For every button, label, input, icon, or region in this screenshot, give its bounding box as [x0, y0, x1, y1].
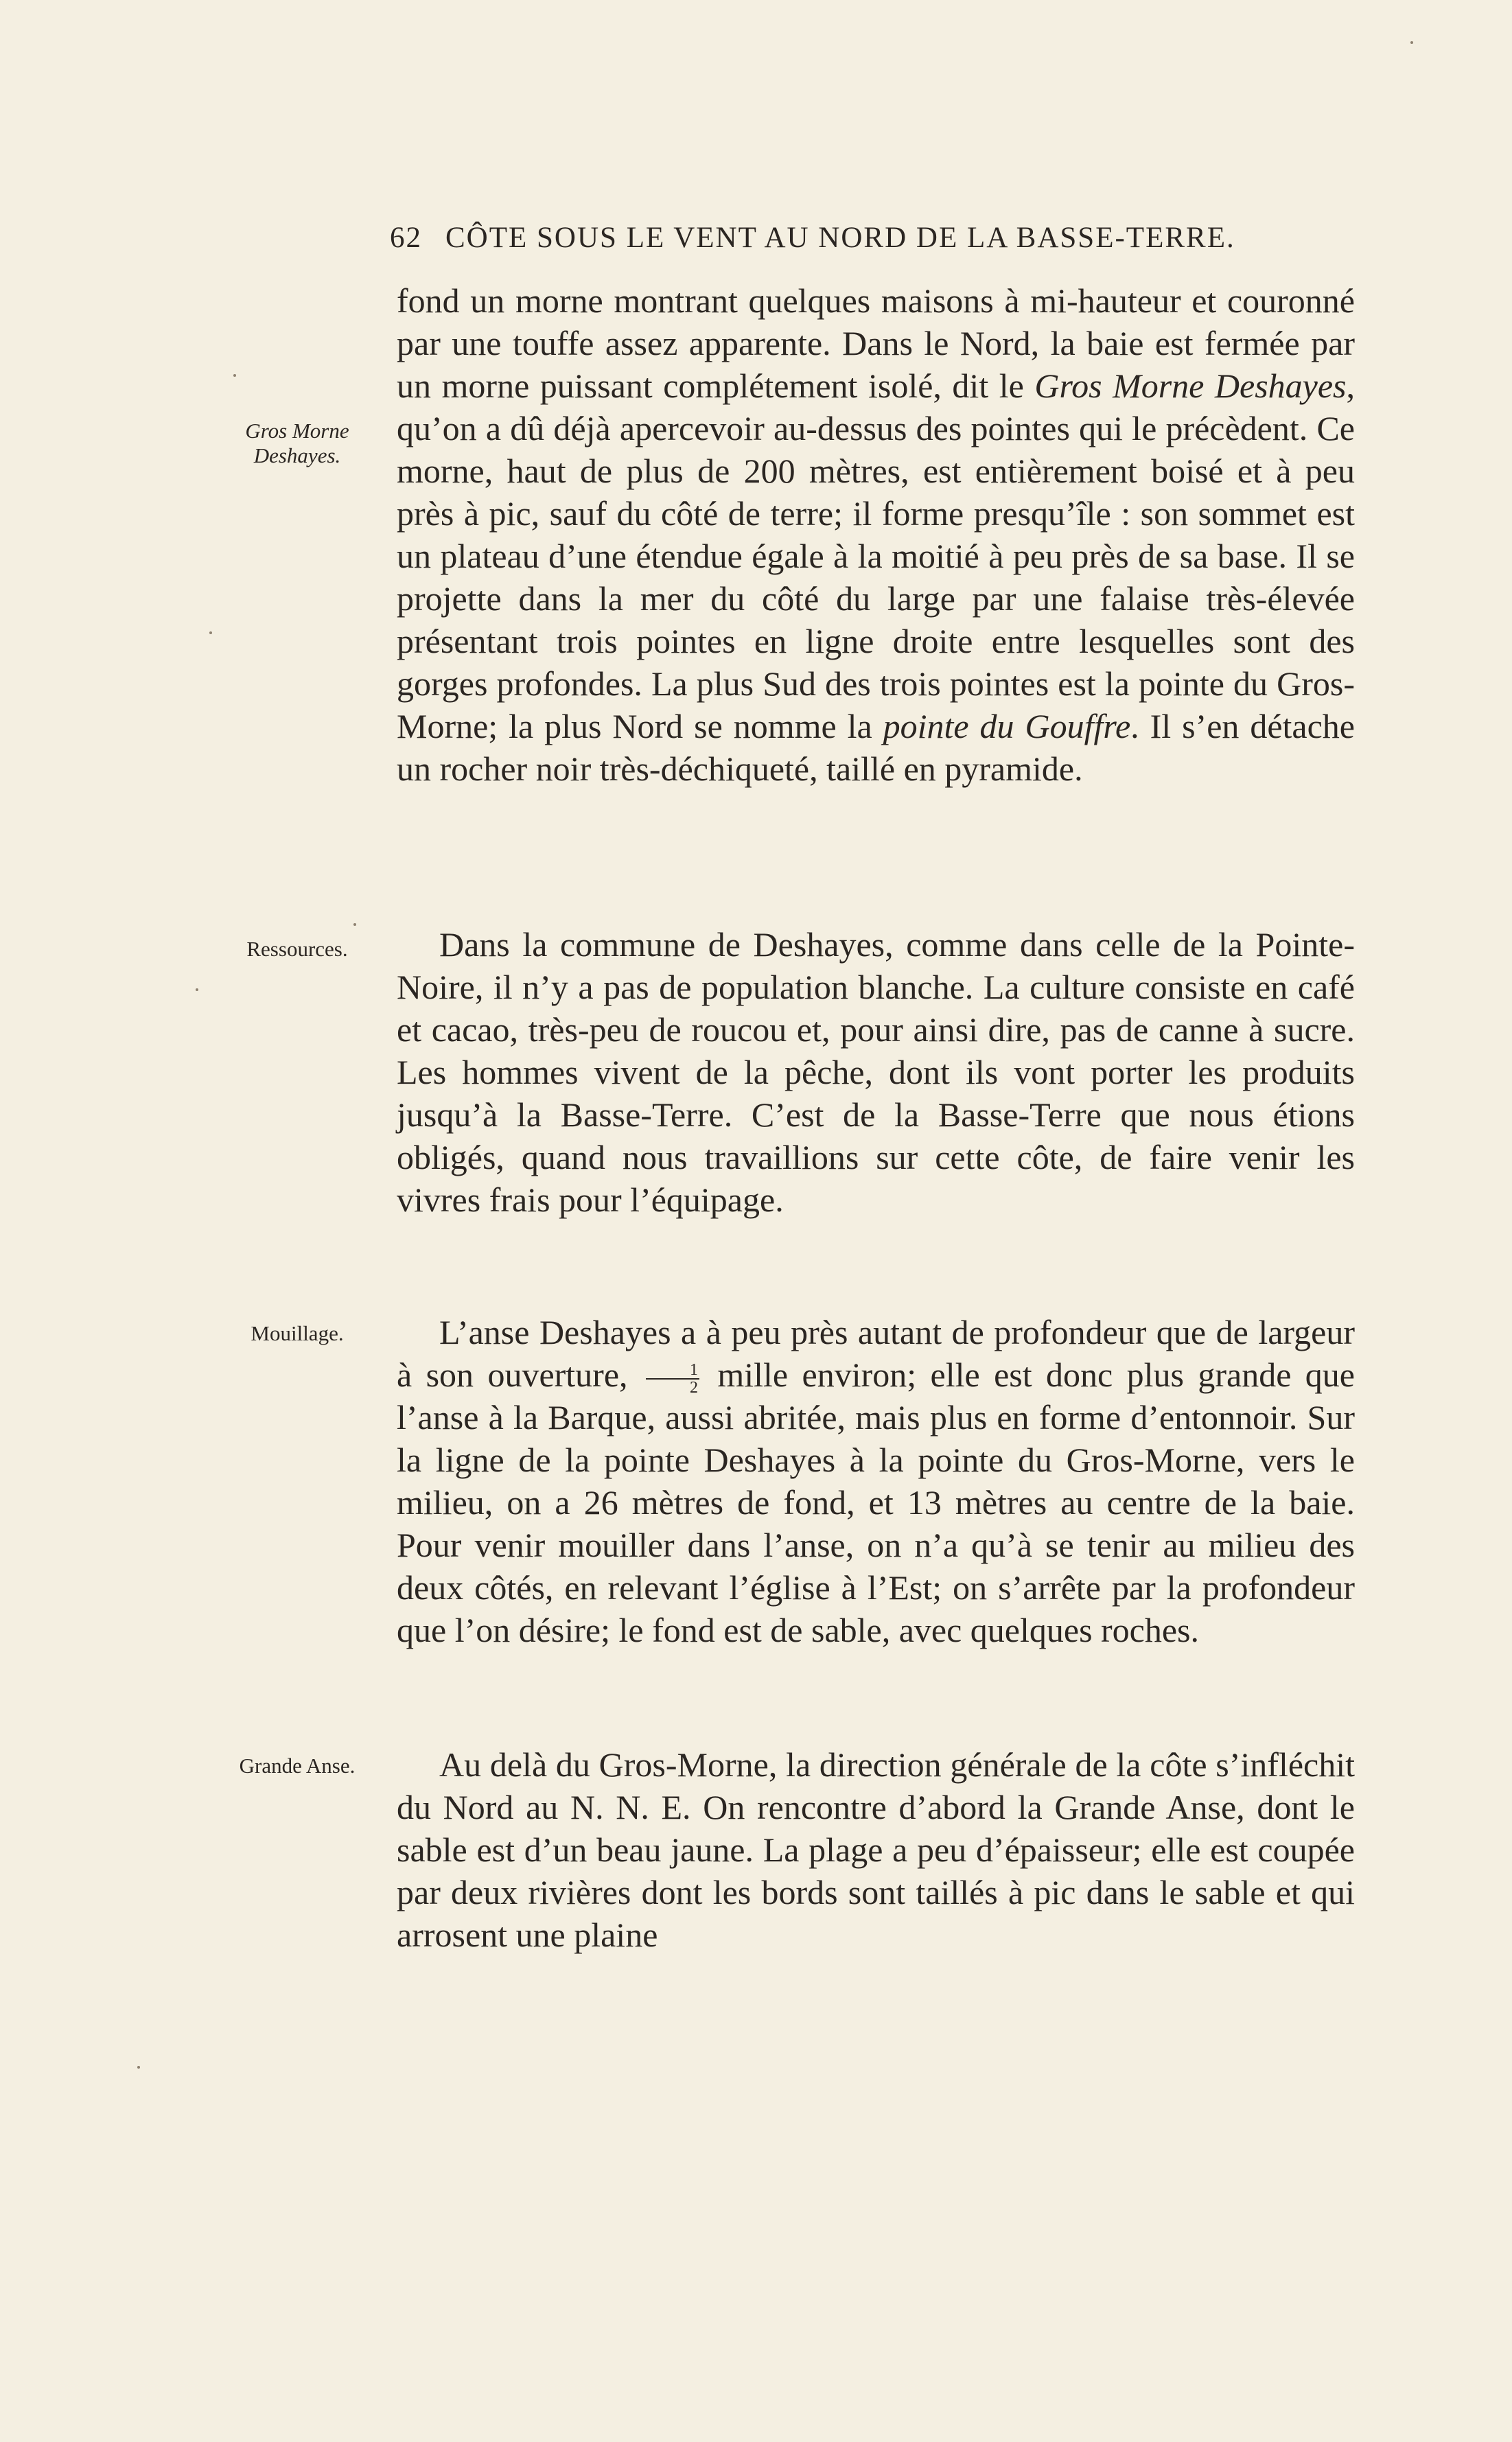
paper-speck	[196, 988, 198, 991]
paragraph-grande-anse: Au delà du Gros-Morne, la direction générale de la côte s’infléchit du Nord au N. N. E. On rencontre d’abord la Grande Anse, dont le sable est d’un beau jaune. La plage a peu d’épaisseur; elle est coupée par deux rivières dont les bords sont taillés à pic dans le sable et qui arrosent une plaine	[397, 1745, 1355, 1954]
paragraph-text: . Il s’en détache un rocher noir très-déchiqueté, taillé en pyramide.	[397, 707, 1355, 788]
running-title: CÔTE SOUS LE VENT AU NORD DE LA BASSE-TERRE.	[445, 222, 1235, 254]
margin-note-ressources: Ressources.	[246, 937, 348, 961]
paragraph-text: fond un morne montrant quelques maisons à mi-hauteur et couronné par une touffe assez apparente. Dans le Nord, la baie est fermée par un morne puissant complétement isolé, dit le	[397, 281, 1355, 405]
fraction-numerator: 1	[646, 1362, 699, 1380]
running-header	[390, 221, 1351, 255]
margin-note-mouillage: Mouillage.	[251, 1321, 344, 1345]
paragraph-gros-morne	[397, 279, 1355, 790]
paragraph-ressources: Dans la commune de Deshayes, comme dans celle de la Pointe-Noire, il n’y a pas de population blanche. La culture consiste en café et cacao, très-peu de roucou et, pour ainsi dire, pas de canne à sucre. Les hommes vivent de la pêche, dont ils vont porter les produits jusqu’à la Basse-Terre. C’est de la Basse-Terre que nous étions obligés, quand nous travaillions sur cette côte, de faire venir les vivres frais pour l’équipage.	[397, 925, 1355, 1219]
page-number: 62	[390, 222, 422, 254]
margin-note-grande-anse: Grande Anse.	[239, 1754, 356, 1778]
paper-speck	[353, 923, 356, 926]
paper-speck	[209, 631, 212, 634]
paper-speck	[233, 374, 236, 377]
paragraph-mouillage	[397, 1311, 1355, 1651]
paragraph-text: L’anse Deshayes a à peu près autant de profondeur que de largeur à son ouverture,	[397, 1313, 1355, 1394]
fraction-half	[646, 1362, 699, 1396]
paper-speck	[1410, 41, 1413, 44]
margin-note-gros-morne	[225, 419, 369, 468]
paper-speck	[137, 2066, 140, 2069]
margin-note-line: Gros Morne	[245, 419, 349, 443]
margin-note-line: Deshayes.	[253, 443, 341, 467]
place-name-italic: pointe du Gouffre	[883, 707, 1131, 745]
fraction-denominator: 2	[689, 1378, 698, 1397]
place-name-italic: Gros Morne Deshayes	[1034, 367, 1347, 405]
paragraph-text: , qu’on a dû déjà apercevoir au-dessus des pointes qui le précèdent. Ce morne, haut de plus de 200 mètres, est entièrement boisé et à peu près à pic, sauf du côté de terre; il forme presqu’île : son sommet est un plateau d’une étendue égale à la moitié à peu près de sa base. Il se projette dans la mer du côté du large par une falaise très-élevée présentant trois pointes en ligne droite entre lesquelles sont des gorges profondes. La plus Sud des trois pointes est la pointe du Gros-Morne; la plus Nord se nomme la	[397, 367, 1356, 745]
paragraph-text: mille environ; elle est donc plus grande que l’anse à la Barque, aussi abritée, mais plus en forme d’entonnoir. Sur la ligne de la pointe Deshayes à la pointe du Gros-Morne, vers le milieu, on a 26 mètres de fond, et 13 mètres au centre de la baie. Pour venir mouiller dans l’anse, on n’a qu’à se tenir au milieu des deux côtés, en relevant l’église à l’Est; on s’arrête par la profondeur que l’on désire; le fond est de sable, avec quelques roches.	[397, 1356, 1356, 1649]
